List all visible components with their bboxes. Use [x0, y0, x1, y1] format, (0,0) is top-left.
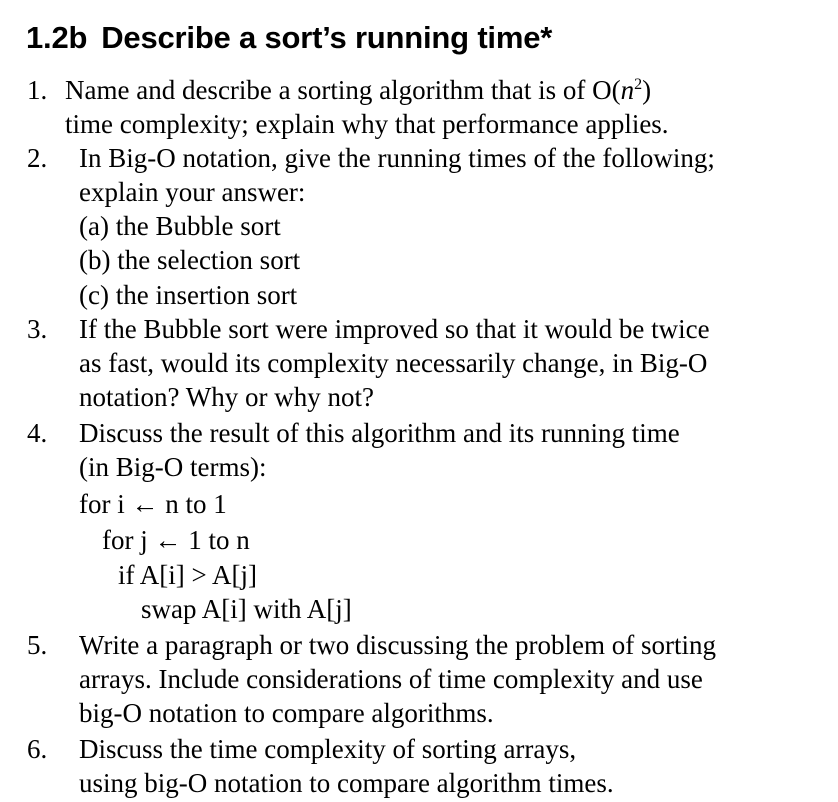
question-5-line-3: big-O notation to compare algorithms. [79, 698, 494, 728]
question-1-line-1 [65, 74, 651, 106]
question-4-line-1: Discuss the result of this algorithm and its running time [79, 418, 680, 448]
question-2-part-c: (c) the insertion sort [79, 280, 298, 310]
question-3-line-2: as fast, would its complexity necessarily change, in Big-O [79, 348, 708, 378]
code-line-2: for j ← 1 to n [102, 525, 250, 555]
question-4-line-2: (in Big-O terms): [79, 452, 267, 482]
question-2-part-b: (b) the selection sort [79, 245, 301, 275]
exercise-number: 1.2b [26, 20, 88, 55]
question-5-line-2: arrays. Include considerations of time complexity and use [79, 664, 703, 694]
question-6-line-2: using big-O notation to compare algorithm times. [79, 768, 614, 798]
question-4-marker: 4. [27, 418, 48, 448]
code-line-3: if A[i] > A[j] [118, 560, 257, 590]
question-3-line-1: If the Bubble sort were improved so that it would be twice [79, 314, 710, 344]
question-6-line-1: Discuss the time complexity of sorting arrays, [79, 734, 577, 764]
code-line-1: for i ← n to 1 [79, 489, 227, 519]
question-3-line-3: notation? Why or why not? [79, 382, 374, 412]
code-line-4: swap A[i] with A[j] [141, 594, 352, 624]
question-6-marker: 6. [27, 734, 48, 764]
question-2-part-a: (a) the Bubble sort [79, 211, 281, 241]
question-2-marker: 2. [27, 143, 48, 173]
question-1-text: Name and describe a sorting algorithm that is of [65, 75, 593, 105]
question-2-line-2: explain your answer: [79, 177, 306, 207]
question-1-marker: 1. [27, 75, 48, 105]
big-o-n-squared: $O(n^2)$ [592, 75, 652, 105]
question-1-line-2: time complexity; explain why that performance applies. [65, 109, 669, 139]
question-3-marker: 3. [27, 314, 48, 344]
exercise-heading [26, 20, 552, 56]
exercise-title: Describe a sort’s running time* [101, 20, 553, 55]
question-5-marker: 5. [27, 630, 48, 660]
question-2-line-1: In Big-O notation, give the running times of the following; [79, 143, 715, 173]
question-5-line-1: Write a paragraph or two discussing the problem of sorting [79, 630, 717, 660]
